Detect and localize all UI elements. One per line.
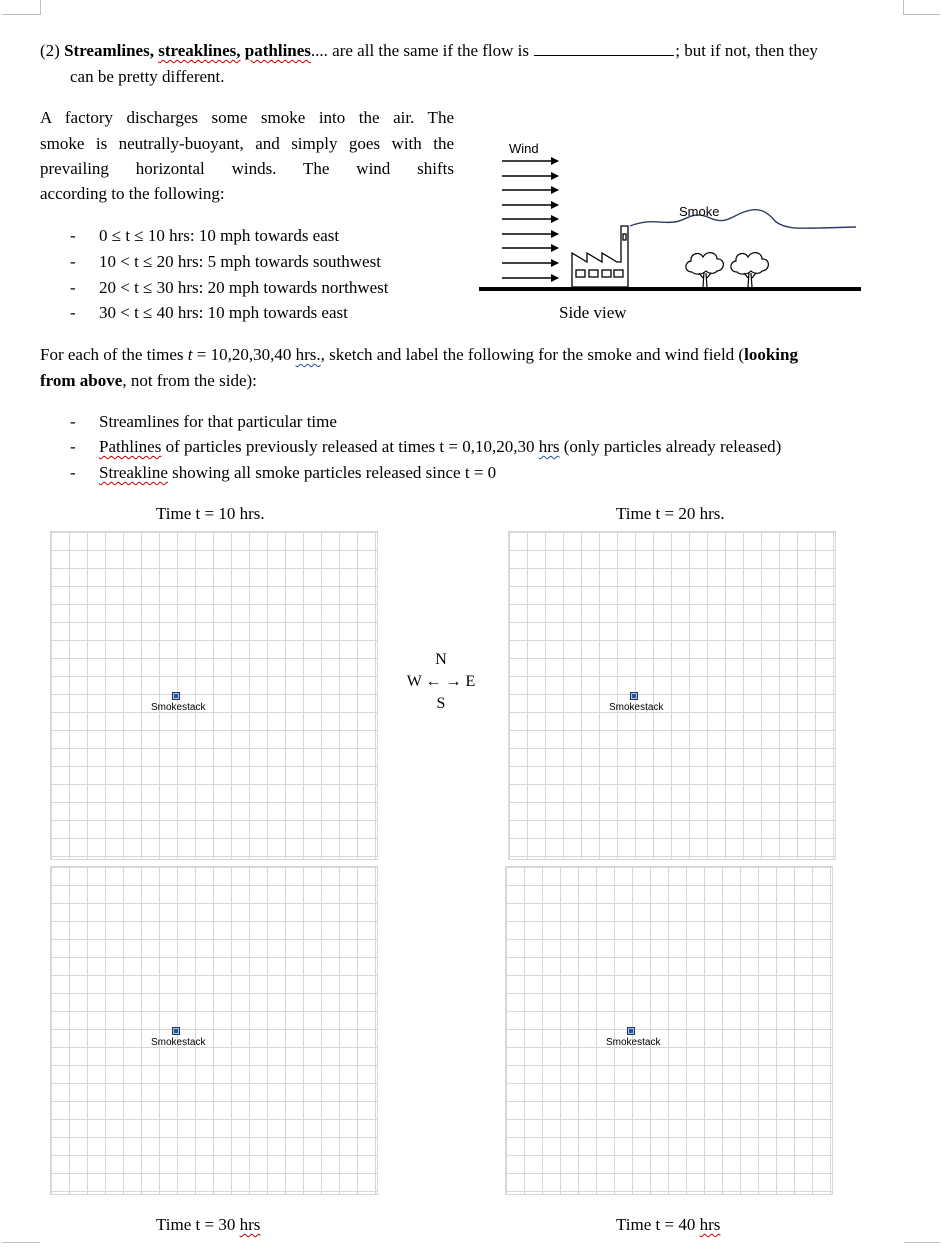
sketch-grid-t30[interactable] <box>50 866 378 1195</box>
word-pathlines: Pathlines <box>99 437 162 456</box>
task-text: , sketch and label the following for the smoke and wind field ( <box>320 345 745 364</box>
times-list: 10,20,30,40 <box>210 345 296 364</box>
bold-from-above: from above <box>40 371 123 390</box>
compass-south: S <box>436 695 446 712</box>
bullet: - <box>70 278 76 297</box>
question-after-blank: ; but if not, then they <box>675 41 818 60</box>
smokestack-label-t10: Smokestack <box>151 702 206 713</box>
item-streakline <box>99 463 496 483</box>
item-pathlines <box>99 437 781 457</box>
wind-arrows <box>502 161 558 278</box>
smokestack-marker-t40 <box>627 1027 635 1035</box>
description: 10 mph towards east <box>194 226 340 245</box>
intro-line-2: smoke is neutrally-buoyant, and simply goes with the <box>40 134 454 153</box>
range: 10 < t ≤ 20 hrs: <box>99 252 204 271</box>
panel-title-t10: Time t = 10 hrs. <box>156 504 265 523</box>
item-text: showing all smoke particles released since t = 0 <box>167 463 497 482</box>
range: 20 < t ≤ 30 hrs: <box>99 278 204 297</box>
intro-line-4: according to the following: <box>40 184 225 203</box>
compass-west-east <box>396 672 486 692</box>
description: 20 mph towards northwest <box>203 278 389 297</box>
wind-schedule-item <box>99 303 348 323</box>
term-pathlines: pathlines <box>244 41 311 60</box>
side-view-diagram <box>470 130 870 300</box>
task-text: , not from the side): <box>122 371 257 390</box>
crop-mark-top-left <box>2 0 41 15</box>
wind-label: Wind <box>509 141 539 156</box>
description: 5 mph towards southwest <box>203 252 381 271</box>
bullet: - <box>70 303 76 322</box>
hrs-word: hrs <box>239 1215 261 1234</box>
hrs-word: hrs <box>699 1215 721 1234</box>
compass-west: W <box>406 673 422 690</box>
intro-line-1: A factory discharges some smoke into the air. The <box>40 108 454 127</box>
intro-line-3: prevailing horizontal winds. The wind shifts <box>40 159 454 178</box>
sketch-grid-t10[interactable] <box>50 531 378 860</box>
word-streakline: Streakline <box>99 463 168 482</box>
compass-north: N <box>435 651 447 668</box>
smokestack-label-t20: Smokestack <box>609 702 664 713</box>
crop-mark-top-right <box>903 0 940 15</box>
bullet: - <box>70 226 76 245</box>
equals: = <box>192 345 211 364</box>
range: 30 < t ≤ 40 hrs: <box>99 303 204 322</box>
crop-mark-bottom-left <box>2 1242 40 1247</box>
compass-east: E <box>465 673 476 690</box>
diagram-caption: Side view <box>559 303 627 322</box>
title-text: Time t = 30 <box>156 1215 240 1234</box>
question-line-1 <box>40 41 818 61</box>
title-text: Time t = 40 <box>616 1215 700 1234</box>
range: 0 ≤ t ≤ 10 hrs: <box>99 226 195 245</box>
sketch-grid-t20[interactable] <box>508 531 836 860</box>
bold-looking: looking <box>744 345 798 364</box>
question-number: (2) <box>40 41 60 60</box>
task-line-1 <box>40 345 798 365</box>
smoke-plume <box>630 210 856 229</box>
tree-icon <box>731 253 769 287</box>
question-line-2: can be pretty different. <box>70 67 225 86</box>
hrs-word: hrs. <box>295 345 321 364</box>
variable-t: t <box>187 345 193 364</box>
arrow-right-icon: → <box>445 673 462 690</box>
word-hrs: hrs <box>538 437 560 456</box>
bullet: - <box>70 252 76 271</box>
smokestack-label-t40: Smokestack <box>606 1037 661 1048</box>
wind-schedule-item <box>99 226 339 246</box>
arrow-left-icon: ← <box>425 673 442 690</box>
term-streaklines: streaklines, <box>158 41 241 60</box>
task-text: For each of the times <box>40 345 188 364</box>
item-tail: (only particles already released) <box>559 437 782 456</box>
smokestack-label-t30: Smokestack <box>151 1037 206 1048</box>
item-streamlines: Streamlines for that particular time <box>99 412 337 431</box>
wind-schedule-item <box>99 252 381 272</box>
smokestack-marker-t20 <box>630 692 638 700</box>
question-mid-text: .... are all the same if the flow is <box>310 41 530 60</box>
tree-icon <box>686 253 724 287</box>
panel-title-t30 <box>156 1215 260 1235</box>
panel-title-t40 <box>616 1215 720 1235</box>
item-text: of particles previously released at times t = 0,10,20,30 <box>161 437 539 456</box>
bullet: - <box>70 412 76 431</box>
factory-icon <box>572 226 628 287</box>
description: 10 mph towards east <box>203 303 348 322</box>
panel-title-t20: Time t = 20 hrs. <box>616 504 725 523</box>
wind-schedule-item <box>99 278 388 298</box>
smokestack-marker-t30 <box>172 1027 180 1035</box>
crop-mark-bottom-right <box>904 1242 940 1247</box>
sketch-grid-t40[interactable] <box>505 866 833 1195</box>
bullet: - <box>70 437 76 456</box>
term-streamlines: Streamlines, <box>64 41 154 60</box>
smokestack-marker-t10 <box>172 692 180 700</box>
task-line-2 <box>40 371 257 391</box>
answer-blank[interactable] <box>534 42 674 56</box>
bullet: - <box>70 463 76 482</box>
smoke-label: Smoke <box>679 204 720 219</box>
